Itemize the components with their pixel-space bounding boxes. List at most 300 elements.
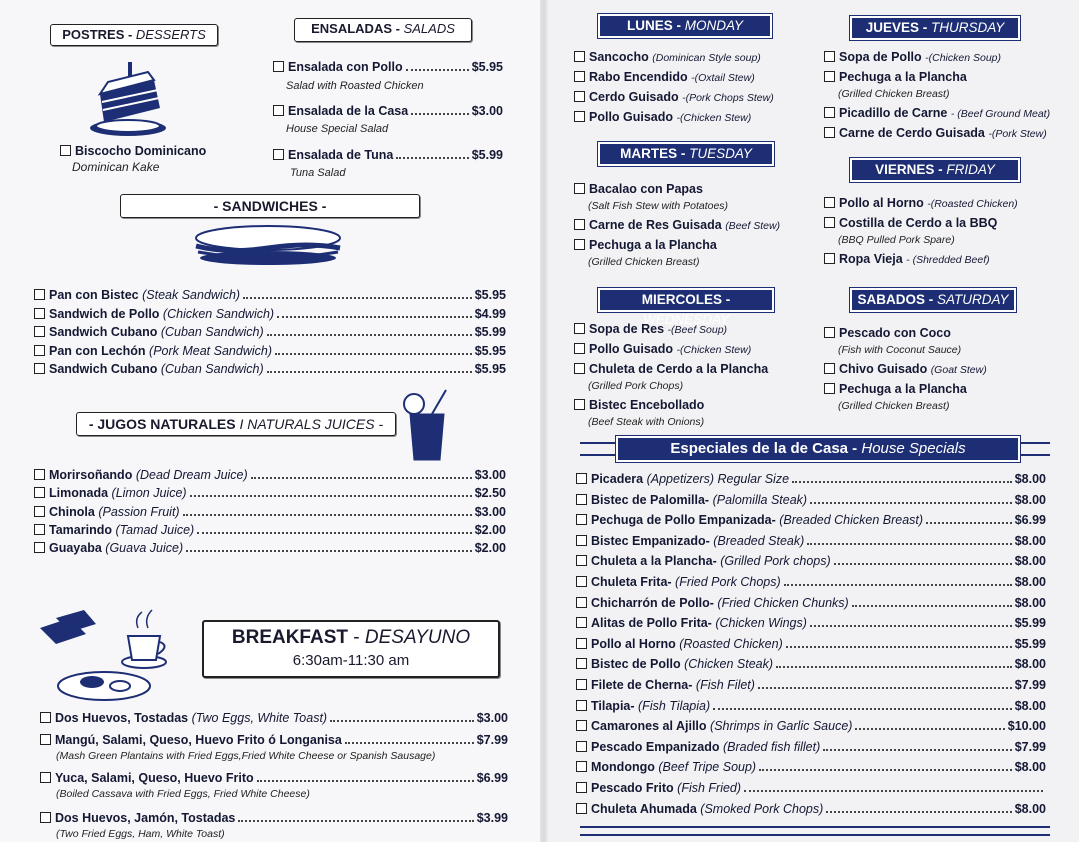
item-name: Picadera bbox=[591, 472, 644, 486]
item-desc: (Fried Pork Chops) bbox=[675, 575, 781, 589]
breakfast-row bbox=[40, 711, 508, 725]
item-name: Sandwich de Pollo bbox=[49, 306, 160, 321]
breakfast-header: BREAKFAST - DESAYUNO 6:30am-11:30 am bbox=[202, 620, 500, 678]
item-desc: -(Oxtail Stew) bbox=[691, 72, 755, 84]
breakfast-desc: (Boiled Cassava with Fried Eggs, Fried White Cheese) bbox=[56, 788, 310, 800]
checkbox-icon[interactable] bbox=[574, 111, 585, 122]
day-title-en: WEDNESDAY bbox=[642, 312, 729, 327]
dot-leader bbox=[275, 353, 472, 355]
item-name: Sopa de Pollo bbox=[839, 50, 922, 64]
item-price: $3.00 bbox=[476, 711, 508, 725]
item-name: Bacalao con Papas bbox=[589, 182, 703, 196]
breakfast-icon bbox=[34, 598, 184, 706]
breakfast-row bbox=[40, 811, 508, 825]
juice-row bbox=[34, 505, 506, 519]
cake-icon bbox=[88, 58, 172, 138]
item-name: Pollo Guisado bbox=[589, 342, 674, 356]
dot-leader bbox=[345, 742, 474, 744]
item-desc: (Braded fish fillet) bbox=[723, 739, 821, 754]
item-desc: (Tamad Juice) bbox=[115, 522, 195, 537]
item-name: Pechuga a la Plancha bbox=[839, 382, 967, 396]
item-name: Carne de Cerdo Guisada bbox=[839, 126, 985, 140]
item-name: Ropa Vieja bbox=[839, 252, 903, 266]
dot-leader bbox=[251, 477, 472, 479]
item-desc: (Passion Fruit) bbox=[98, 504, 180, 519]
day-title-en: TUESDAY bbox=[689, 146, 752, 161]
special-row bbox=[576, 740, 1046, 754]
juice-row bbox=[34, 523, 506, 537]
item-label bbox=[576, 493, 807, 507]
item-name: Pechuga a la Plancha bbox=[589, 238, 717, 252]
item-desc: (Chicken Sandwich) bbox=[162, 306, 275, 321]
item-desc: (Cuban Sandwich) bbox=[160, 362, 264, 376]
item-name: Morirsoñando bbox=[49, 468, 133, 482]
item-label bbox=[576, 678, 755, 692]
item-label bbox=[576, 802, 823, 816]
checkbox-icon[interactable] bbox=[576, 473, 587, 484]
sandwiches-header: - SANDWICHES - bbox=[120, 194, 420, 218]
item-price: $3.00 bbox=[474, 504, 506, 519]
item-name: Camarones al Ajillo bbox=[591, 719, 707, 734]
item-desc: -(Pork Stew) bbox=[988, 128, 1047, 140]
dot-leader bbox=[807, 543, 1011, 545]
dot-leader bbox=[792, 481, 1012, 483]
checkbox-icon[interactable] bbox=[574, 399, 585, 410]
item-name: Rabo Encendido bbox=[589, 70, 688, 84]
dot-leader bbox=[243, 297, 472, 299]
item-sub: (BBQ Pulled Pork Spare) bbox=[838, 234, 955, 246]
sandwich-row bbox=[34, 344, 506, 358]
special-row bbox=[576, 678, 1046, 692]
checkbox-icon[interactable] bbox=[574, 219, 585, 230]
item-name: Pescado con Coco bbox=[839, 326, 951, 340]
item-label bbox=[34, 541, 183, 555]
checkbox-icon[interactable] bbox=[574, 71, 585, 82]
checkbox-icon[interactable] bbox=[273, 149, 284, 160]
item-desc: (Guava Juice) bbox=[105, 541, 184, 556]
dot-leader bbox=[277, 316, 472, 318]
day-item bbox=[824, 50, 1001, 64]
checkbox-icon[interactable] bbox=[576, 720, 587, 731]
checkbox-icon[interactable] bbox=[576, 617, 587, 628]
item-name: Tilapia- bbox=[591, 698, 635, 713]
item-name: Filete de Cherna- bbox=[591, 678, 693, 692]
checkbox-icon[interactable] bbox=[574, 51, 585, 62]
item-desc: (Fish Fried) bbox=[677, 781, 742, 795]
item-name: Tamarindo bbox=[49, 522, 112, 537]
item-name: Pescado Frito bbox=[591, 781, 674, 795]
item-label bbox=[576, 554, 831, 568]
day-item bbox=[574, 238, 717, 252]
item-price: $5.99 bbox=[1014, 636, 1046, 651]
item-label bbox=[40, 711, 327, 725]
item-price: $8.00 bbox=[1014, 801, 1046, 816]
checkbox-icon[interactable] bbox=[824, 71, 835, 82]
specials-header: Especiales de la de Casa - House Specials bbox=[580, 436, 1050, 462]
checkbox-icon[interactable] bbox=[34, 506, 45, 517]
checkbox-icon[interactable] bbox=[34, 326, 45, 337]
dot-leader bbox=[776, 666, 1012, 668]
item-label bbox=[40, 733, 342, 747]
item-price: $7.99 bbox=[1014, 739, 1046, 754]
item-label bbox=[40, 811, 235, 825]
special-row bbox=[576, 657, 1046, 671]
item-desc: (Goat Stew) bbox=[930, 364, 987, 376]
day-header-thursday: JUEVES - THURSDAY bbox=[850, 16, 1020, 40]
item-label bbox=[576, 760, 756, 774]
day-header-tuesday: MARTES - TUESDAY bbox=[598, 142, 774, 166]
sandwich-row bbox=[34, 362, 506, 376]
item-desc: (Pork Meat Sandwich) bbox=[149, 343, 272, 358]
day-item bbox=[824, 196, 1018, 210]
item-name: Pechuga a la Plancha bbox=[839, 70, 967, 84]
item-desc: (Beef Tripe Soup) bbox=[658, 760, 757, 775]
checkbox-icon[interactable] bbox=[34, 289, 45, 300]
special-row bbox=[576, 616, 1046, 630]
special-row bbox=[576, 781, 1046, 795]
item-name: Pollo al Horno bbox=[591, 636, 676, 651]
item-name: Pescado Empanizado bbox=[591, 739, 720, 754]
item-name: Chuleta Ahumada bbox=[591, 801, 697, 816]
item-name: Yuca, Salami, Queso, Huevo Frito bbox=[55, 771, 254, 785]
item-name: Pollo al Horno bbox=[839, 196, 924, 210]
special-row bbox=[576, 575, 1046, 589]
checkbox-icon[interactable] bbox=[34, 542, 45, 553]
item-label bbox=[34, 288, 240, 302]
item-label bbox=[34, 344, 272, 358]
item-price: $5.95 bbox=[474, 362, 506, 376]
dessert-item: Biscocho Dominicano bbox=[60, 144, 206, 158]
dot-leader bbox=[786, 646, 1012, 648]
dot-leader bbox=[744, 790, 1043, 792]
item-price: $4.99 bbox=[474, 306, 506, 321]
item-name: Alitas de Pollo Frita- bbox=[591, 616, 712, 631]
item-sub: (Beef Steak with Onions) bbox=[588, 416, 705, 428]
day-title: VIERNES bbox=[875, 162, 935, 177]
item-name: Chuleta Frita- bbox=[591, 575, 672, 589]
sandwich-row bbox=[34, 325, 506, 339]
day-header-monday: LUNES - MONDAY bbox=[598, 14, 772, 38]
checkbox-icon[interactable] bbox=[576, 638, 587, 649]
item-price: $8.00 bbox=[1014, 575, 1046, 589]
item-label bbox=[34, 325, 264, 339]
item-name: Mondongo bbox=[591, 760, 655, 775]
checkbox-icon[interactable] bbox=[273, 105, 284, 116]
item-label bbox=[576, 472, 789, 486]
dot-leader bbox=[186, 550, 472, 552]
dot-leader bbox=[238, 820, 473, 822]
dot-leader bbox=[759, 769, 1012, 771]
dot-leader bbox=[267, 371, 472, 373]
dot-leader bbox=[823, 749, 1011, 751]
special-row bbox=[576, 596, 1046, 610]
day-item bbox=[574, 182, 703, 196]
item-price: $2.00 bbox=[474, 541, 506, 556]
checkbox-icon[interactable] bbox=[824, 363, 835, 374]
checkbox-icon[interactable] bbox=[576, 679, 587, 690]
dot-leader bbox=[834, 563, 1012, 565]
checkbox-icon[interactable] bbox=[824, 107, 835, 118]
salad-desc: House Special Salad bbox=[286, 123, 389, 135]
checkbox-icon[interactable] bbox=[40, 812, 51, 823]
item-price: $8.00 bbox=[1014, 554, 1046, 569]
checkbox-icon[interactable] bbox=[34, 469, 45, 480]
checkbox-icon[interactable] bbox=[576, 555, 587, 566]
dessert-desc: Dominican Kake bbox=[72, 160, 160, 174]
day-item bbox=[824, 252, 990, 266]
item-price: $7.99 bbox=[1014, 678, 1046, 692]
checkbox-icon[interactable] bbox=[824, 253, 835, 264]
day-item bbox=[824, 326, 951, 340]
item-label bbox=[576, 513, 923, 527]
item-name: Picadillo de Carne bbox=[839, 106, 948, 120]
item-label bbox=[34, 505, 180, 519]
checkbox-icon[interactable] bbox=[34, 363, 45, 374]
item-price: $8.00 bbox=[1014, 657, 1046, 672]
day-title: MARTES bbox=[620, 146, 678, 161]
checkbox-icon[interactable] bbox=[576, 535, 587, 546]
item-price: $8.00 bbox=[1014, 472, 1046, 486]
dot-leader bbox=[855, 728, 1004, 730]
checkbox-icon[interactable] bbox=[576, 782, 587, 793]
salad-row: Ensalada con Pollo $5.95 bbox=[273, 60, 503, 74]
item-desc: (Limon Juice) bbox=[111, 486, 187, 501]
item-desc: (Cuban Sandwich) bbox=[160, 325, 264, 339]
item-name: Pollo Guisado bbox=[589, 110, 674, 124]
checkbox-icon[interactable] bbox=[34, 487, 45, 498]
breakfast-row bbox=[40, 771, 508, 785]
dot-leader bbox=[197, 532, 472, 534]
checkbox-icon[interactable] bbox=[576, 494, 587, 505]
checkbox-icon[interactable] bbox=[574, 343, 585, 354]
juice-row bbox=[34, 541, 506, 555]
special-row bbox=[576, 802, 1046, 816]
checkbox-icon[interactable] bbox=[34, 345, 45, 356]
day-item bbox=[824, 362, 987, 376]
special-row bbox=[576, 534, 1046, 548]
page-fold bbox=[540, 0, 548, 842]
day-item bbox=[574, 50, 761, 64]
day-item bbox=[824, 70, 967, 84]
sandwich-row bbox=[34, 288, 506, 302]
item-desc: (Fried Chicken Chunks) bbox=[717, 595, 849, 610]
day-item bbox=[574, 110, 751, 124]
checkbox-icon[interactable] bbox=[576, 597, 587, 608]
day-item bbox=[574, 342, 751, 356]
item-desc: (Fish Tilapia) bbox=[638, 698, 711, 713]
day-item bbox=[574, 398, 704, 412]
checkbox-icon[interactable] bbox=[576, 576, 587, 587]
juice-row bbox=[34, 468, 506, 482]
item-label bbox=[576, 534, 804, 548]
checkbox-icon[interactable] bbox=[576, 741, 587, 752]
checkbox-icon[interactable] bbox=[824, 217, 835, 228]
juice-glass-icon bbox=[402, 388, 452, 462]
item-desc: (Dominican Style soup) bbox=[652, 52, 761, 64]
item-price: $5.95 bbox=[474, 288, 506, 302]
item-desc: (Beef Stew) bbox=[725, 220, 781, 232]
item-name: Carne de Res Guisada bbox=[589, 218, 722, 232]
item-label bbox=[576, 781, 741, 795]
item-desc: -(Chicken Stew) bbox=[676, 112, 752, 124]
item-label bbox=[576, 637, 783, 651]
item-name: Guayaba bbox=[49, 541, 102, 556]
item-price: $2.50 bbox=[474, 486, 506, 501]
item-label bbox=[34, 486, 187, 500]
item-price: $8.00 bbox=[1014, 533, 1046, 548]
item-price: $8.00 bbox=[1014, 595, 1046, 610]
item-label bbox=[576, 740, 820, 754]
item-desc: (Appetizers) Regular Size bbox=[646, 472, 790, 486]
checkbox-icon[interactable] bbox=[574, 239, 585, 250]
day-title-en: THURSDAY bbox=[931, 20, 1005, 35]
item-desc: -(Roasted Chicken) bbox=[927, 198, 1018, 210]
salads-header: ENSALADAS - SALADS bbox=[294, 18, 472, 42]
item-name: Chuleta a la Plancha- bbox=[591, 554, 717, 569]
day-title: JUEVES bbox=[865, 20, 919, 35]
checkbox-icon[interactable] bbox=[824, 51, 835, 62]
day-item bbox=[574, 362, 768, 376]
item-name: Cerdo Guisado bbox=[589, 90, 679, 104]
checkbox-icon[interactable] bbox=[824, 197, 835, 208]
special-row bbox=[576, 472, 1046, 486]
checkbox-icon[interactable] bbox=[574, 363, 585, 374]
checkbox-icon[interactable] bbox=[574, 183, 585, 194]
day-title-en: FRIDAY bbox=[946, 162, 995, 177]
item-sub: (Grilled Chicken Breast) bbox=[838, 400, 950, 412]
item-name: Chivo Guisado bbox=[839, 362, 928, 376]
item-desc: -(Chicken Soup) bbox=[925, 52, 1002, 64]
checkbox-icon[interactable] bbox=[824, 127, 835, 138]
checkbox-icon[interactable] bbox=[34, 308, 45, 319]
checkbox-icon[interactable] bbox=[574, 323, 585, 334]
item-name: Chinola bbox=[49, 504, 95, 519]
day-title: LUNES bbox=[626, 18, 673, 33]
day-item bbox=[824, 106, 1050, 120]
item-label bbox=[576, 616, 807, 630]
item-name: Mangú, Salami, Queso, Huevo Frito ó Longanisa bbox=[55, 733, 342, 747]
day-item bbox=[574, 218, 780, 232]
day-title: MIERCOLES bbox=[641, 292, 722, 307]
item-price: $3.00 bbox=[474, 468, 506, 482]
item-label bbox=[576, 657, 773, 671]
item-name: Chuleta de Cerdo a la Plancha bbox=[589, 362, 769, 376]
day-title-en: SATURDAY bbox=[937, 292, 1009, 307]
day-title: SABADOS bbox=[857, 292, 925, 307]
item-desc: (Steak Sandwich) bbox=[142, 288, 241, 302]
checkbox-icon[interactable] bbox=[576, 700, 587, 711]
day-item bbox=[824, 216, 997, 230]
item-name: Pan con Bistec bbox=[49, 288, 139, 302]
item-desc: (Chicken Steak) bbox=[684, 657, 774, 672]
day-title-en: MONDAY bbox=[684, 18, 744, 33]
item-name: Chicharrón de Pollo- bbox=[591, 595, 714, 610]
item-sub: (Salt Fish Stew with Potatoes) bbox=[588, 200, 729, 212]
item-price: $5.99 bbox=[474, 325, 506, 339]
item-desc: (Dead Dream Juice) bbox=[135, 468, 248, 482]
item-desc: (Smoked Pork Chops) bbox=[700, 801, 824, 816]
dot-leader bbox=[758, 687, 1012, 689]
day-item bbox=[574, 90, 774, 104]
dot-leader bbox=[810, 502, 1012, 504]
item-price: $8.00 bbox=[1014, 760, 1046, 775]
breakfast-row bbox=[40, 733, 508, 747]
item-name: Sancocho bbox=[589, 50, 649, 64]
item-desc: (Roasted Chicken) bbox=[679, 636, 783, 651]
checkbox-icon[interactable] bbox=[60, 145, 71, 156]
checkbox-icon[interactable] bbox=[40, 712, 51, 723]
item-label bbox=[576, 596, 849, 610]
special-row bbox=[576, 493, 1046, 507]
item-name: Limonada bbox=[49, 486, 109, 501]
item-desc: -(Pork Chops Stew) bbox=[682, 92, 774, 104]
checkbox-icon[interactable] bbox=[40, 772, 51, 783]
item-desc: -(Chicken Stew) bbox=[676, 344, 752, 356]
dot-leader bbox=[810, 625, 1012, 627]
item-desc: - (Beef Ground Meat) bbox=[950, 108, 1051, 120]
day-item bbox=[824, 382, 967, 396]
special-row bbox=[576, 760, 1046, 774]
checkbox-icon[interactable] bbox=[824, 383, 835, 394]
checkbox-icon[interactable] bbox=[576, 514, 587, 525]
bottom-rule bbox=[580, 826, 1050, 836]
item-desc: - (Shredded Beef) bbox=[906, 254, 990, 266]
special-row bbox=[576, 637, 1046, 651]
item-price: $8.00 bbox=[1014, 698, 1046, 713]
item-sub: (Grilled Pork Chops) bbox=[588, 380, 684, 392]
item-label bbox=[576, 575, 781, 589]
item-sub: (Fish with Coconut Sauce) bbox=[838, 344, 962, 356]
dot-leader bbox=[852, 605, 1012, 607]
dot-leader bbox=[190, 495, 472, 497]
checkbox-icon[interactable] bbox=[40, 734, 51, 745]
item-desc: (Breaded Steak) bbox=[713, 533, 805, 548]
item-name: Pechuga de Pollo Empanizada- bbox=[591, 513, 776, 528]
item-name: Costilla de Cerdo a la BBQ bbox=[839, 216, 998, 230]
sandwich-row bbox=[34, 307, 506, 321]
checkbox-icon[interactable] bbox=[576, 658, 587, 669]
item-price: $2.00 bbox=[474, 522, 506, 537]
dot-leader bbox=[713, 708, 1012, 710]
item-name: Bistec de Pollo bbox=[591, 657, 681, 672]
dot-leader bbox=[267, 334, 472, 336]
item-desc: (Chicken Wings) bbox=[715, 616, 807, 631]
checkbox-icon[interactable] bbox=[34, 524, 45, 535]
item-name: Bistec de Palomilla- bbox=[591, 492, 710, 507]
item-name: Sopa de Res bbox=[589, 322, 665, 336]
day-item bbox=[824, 126, 1047, 140]
checkbox-icon[interactable] bbox=[576, 761, 587, 772]
special-row bbox=[576, 699, 1046, 713]
day-item bbox=[574, 70, 755, 84]
dot-leader bbox=[826, 811, 1011, 813]
special-row bbox=[576, 719, 1046, 733]
checkbox-icon[interactable] bbox=[824, 327, 835, 338]
dot-leader bbox=[926, 522, 1012, 524]
item-desc: (Breaded Chicken Breast) bbox=[779, 513, 924, 528]
item-desc: (Shrimps in Garlic Sauce) bbox=[710, 719, 853, 734]
item-desc: (Two Eggs, White Toast) bbox=[191, 711, 328, 725]
checkbox-icon[interactable] bbox=[576, 803, 587, 814]
checkbox-icon[interactable] bbox=[273, 61, 284, 72]
item-label bbox=[576, 719, 852, 733]
salad-row: Ensalada de Tuna $5.99 bbox=[273, 148, 503, 162]
item-sub: (Grilled Chicken Breast) bbox=[838, 88, 950, 100]
checkbox-icon[interactable] bbox=[574, 91, 585, 102]
item-price: $5.99 bbox=[1014, 616, 1046, 631]
desserts-header: POSTRES - DESSERTS bbox=[50, 24, 218, 46]
juice-row bbox=[34, 486, 506, 500]
